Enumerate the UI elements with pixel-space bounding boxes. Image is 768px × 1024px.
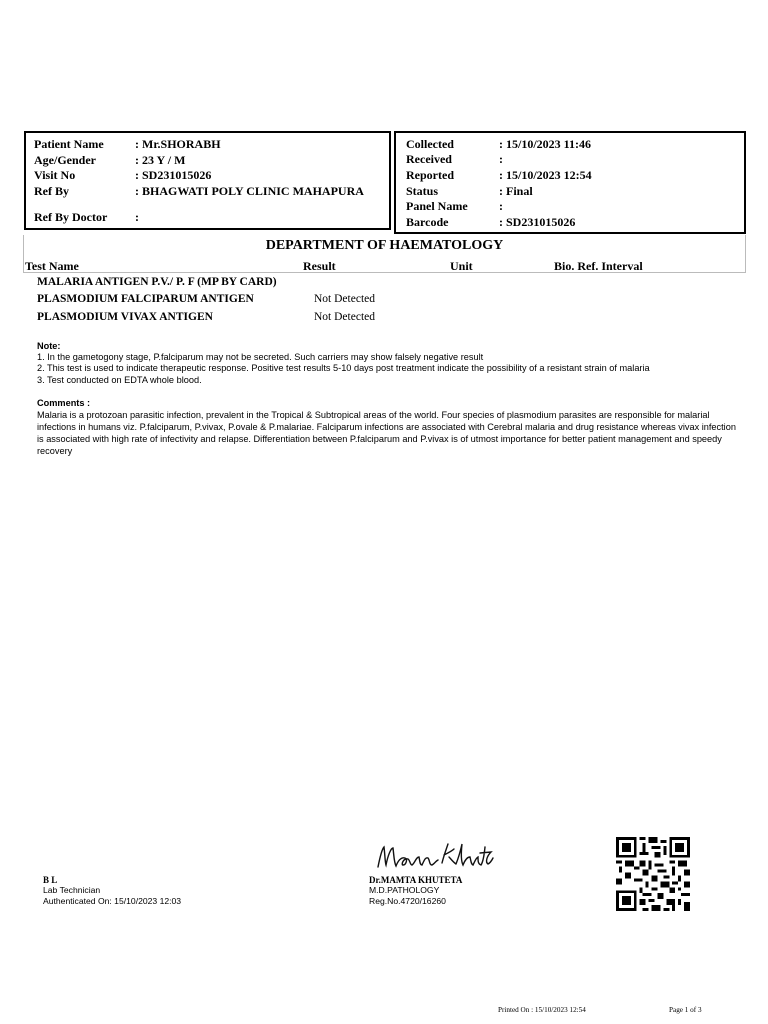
ref-by-label: Ref By [34, 184, 69, 198]
sample-info-box [394, 131, 746, 234]
comments-text: Malaria is a protozoan parasitic infection, prevalent in the Tropical & Subtropical areas of the world. Four species of plasmodium parasites are responsible for malarial infections in humans viz. P.falciparum, P.vivax, P.ovale & P.malariae. Falciparum infections are associated with Cerebral malaria and drug resistance whereas vivax infection is associated with high rate of infectivity and relapse. Differentiation between P.falciparum and P.vivax is of utmost importance for better patient management and speedy recovery [37, 410, 736, 456]
notes-section [37, 341, 737, 386]
test-name: PLASMODIUM VIVAX ANTIGEN [37, 311, 213, 323]
visit-no-label: Visit No [34, 168, 76, 182]
technician-name: B L [43, 875, 58, 885]
test-result: Not Detected [314, 311, 375, 323]
note-line: 2. This test is used to indicate therapeutic response. Positive test results 5-10 days post treatment indicate the possibility of a resistant strain of malaria [37, 363, 650, 374]
page-number: Page 1 of 3 [669, 1006, 702, 1014]
column-bio-ref-interval: Bio. Ref. Interval [554, 259, 643, 273]
test-result: Not Detected [314, 293, 375, 305]
patient-name-value: : Mr.SHORABH [135, 137, 221, 151]
comments-heading: Comments : [37, 398, 91, 408]
age-gender-label: Age/Gender [34, 153, 96, 167]
barcode-value: : SD231015026 [499, 215, 576, 229]
department-title: DEPARTMENT OF HAEMATOLOGY [265, 238, 504, 253]
received-label: Received [406, 152, 452, 166]
visit-no-value: : SD231015026 [135, 168, 212, 182]
column-test-name: Test Name [25, 259, 79, 273]
comments-section [37, 397, 737, 457]
doctor-block [369, 875, 462, 906]
age-gender-value: : 23 Y / M [135, 153, 186, 167]
test-name: PLASMODIUM FALCIPARUM ANTIGEN [37, 293, 254, 305]
note-line: 3. Test conducted on EDTA whole blood. [37, 374, 202, 385]
ref-by-doctor-value: : [135, 210, 139, 224]
technician-block [43, 875, 181, 906]
qr-code-icon [615, 837, 691, 911]
doctor-reg-no: Reg.No.4720/16260 [369, 895, 446, 906]
doctor-signature-image [372, 835, 497, 875]
collected-value: : 15/10/2023 11:46 [499, 137, 591, 151]
status-value: : Final [499, 184, 533, 198]
panel-name-label: Panel Name [406, 199, 468, 213]
ref-by-doctor-label: Ref By Doctor [34, 210, 108, 224]
column-result: Result [303, 259, 336, 273]
barcode-label: Barcode [406, 215, 449, 229]
reported-value: : 15/10/2023 12:54 [499, 168, 592, 182]
technician-role: Lab Technician [43, 885, 101, 896]
column-unit: Unit [450, 259, 473, 273]
department-header [23, 235, 746, 273]
printed-on-text: Printed On : 15/10/2023 12:54 [498, 1006, 586, 1014]
doctor-name: Dr.MAMTA KHUTETA [369, 875, 463, 885]
panel-name-value: : [499, 199, 503, 213]
reported-label: Reported [406, 168, 454, 182]
ref-by-value: : BHAGWATI POLY CLINIC MAHAPURA [135, 184, 364, 198]
note-line: 1. In the gametogony stage, P.falciparum may not be secreted. Such carriers may show falsely negative result [37, 352, 484, 363]
received-value: : [499, 152, 503, 166]
patient-info-box [24, 131, 391, 230]
collected-label: Collected [406, 137, 454, 151]
technician-authenticated: Authenticated On: 15/10/2023 12:03 [43, 895, 182, 906]
doctor-qualification: M.D.PATHOLOGY [369, 885, 440, 896]
notes-heading: Note: [37, 341, 61, 351]
status-label: Status [406, 184, 439, 198]
test-name: MALARIA ANTIGEN P.V./ P. F (MP BY CARD) [37, 276, 277, 288]
patient-name-label: Patient Name [34, 137, 104, 151]
